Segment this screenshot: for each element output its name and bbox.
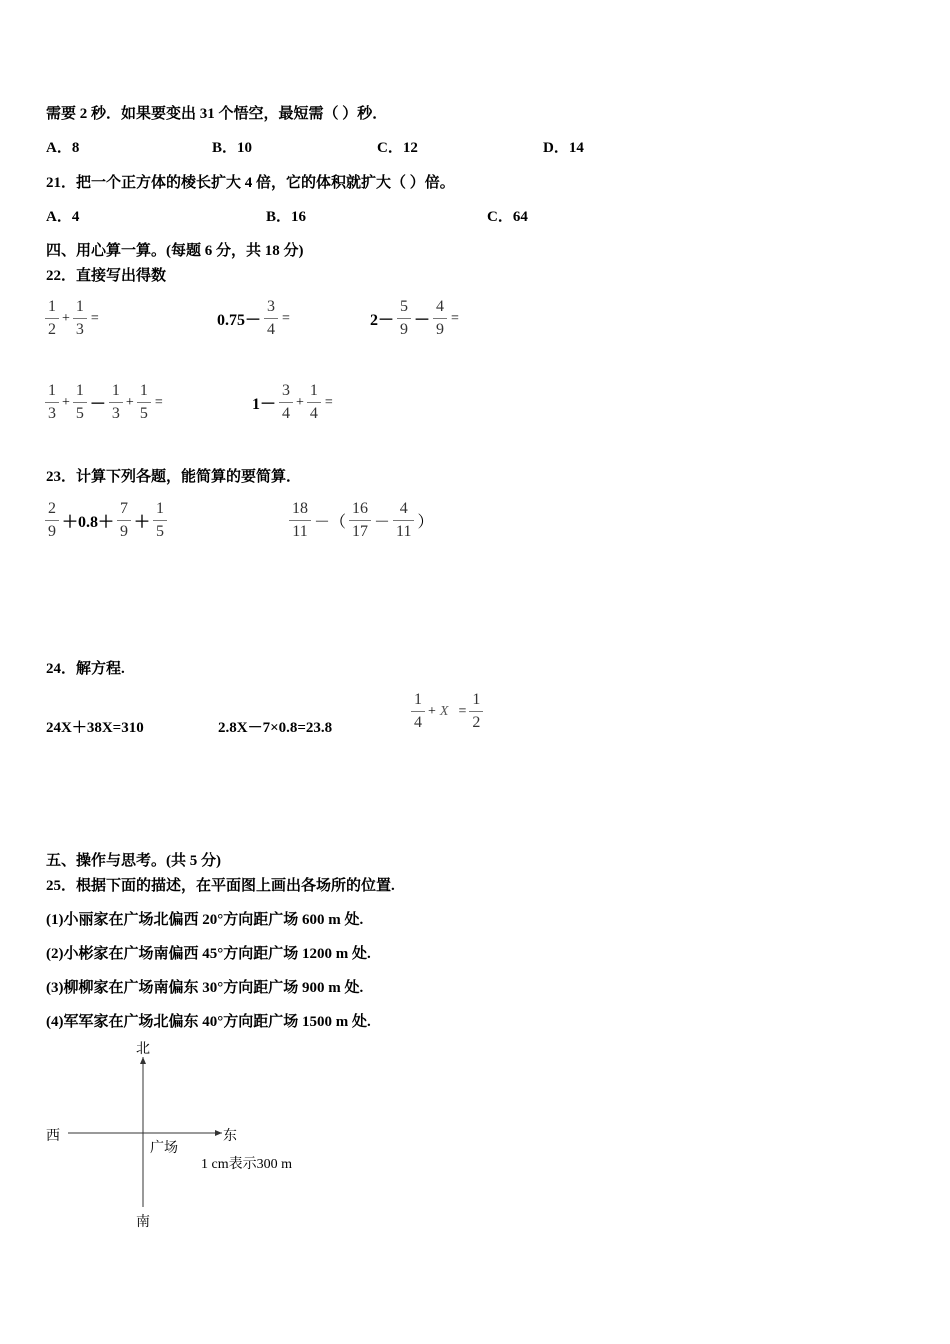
q21-option-b[interactable]: B．16 <box>266 209 307 225</box>
fraction: $\frac{18}{11}$ <box>289 498 311 543</box>
q25-item-2: (2)小彬家在广场南偏西 45°方向距广场 1200 m 处. <box>46 946 371 962</box>
q21-stem: 21．把一个正方体的棱长扩大 4 倍，它的体积就扩大（ ）倍。 <box>46 175 455 191</box>
q23-expr-1: $\frac{2}{9}$ ＋0.8＋ $\frac{7}{9}$ ＋ $\frac{1}{5}$ <box>44 498 168 543</box>
q22-expr-4: $\frac{1}{3}$ + $\frac{1}{5}$ － $\frac{1}{3}$ + $\frac{1}{5}$ = <box>44 380 163 425</box>
north-label: 北 <box>136 1042 150 1057</box>
fraction: $\frac{3}{4}$ <box>279 380 293 425</box>
south-label: 南 <box>136 1215 150 1230</box>
q25-item-3: (3)柳柳家在广场南偏东 30°方向距广场 900 m 处. <box>46 980 364 996</box>
variable-x: X <box>439 703 449 719</box>
west-label: 西 <box>46 1129 60 1144</box>
fraction: $\frac{1}{5}$ <box>137 380 151 425</box>
q25-stem: 25．根据下面的描述，在平面图上画出各场所的位置. <box>46 878 395 894</box>
q22-expr-2: 0.75－ $\frac{3}{4}$ = <box>215 296 290 341</box>
q20-option-d[interactable]: D．14 <box>543 140 584 156</box>
q25-item-1: (1)小丽家在广场北偏西 20°方向距广场 600 m 处. <box>46 912 364 928</box>
q21-option-a[interactable]: A．4 <box>46 209 80 225</box>
fraction: $\frac{1}{4}$ <box>307 380 321 425</box>
q22-expr-5: 1－ $\frac{3}{4}$ + $\frac{1}{4}$ = <box>250 380 333 425</box>
fraction: $\frac{7}{9}$ <box>117 498 131 543</box>
fraction: $\frac{1}{4}$ <box>411 689 425 734</box>
fraction: $\frac{1}{5}$ <box>73 380 87 425</box>
fraction: $\frac{2}{9}$ <box>45 498 59 543</box>
fraction: $\frac{5}{9}$ <box>397 296 411 341</box>
fraction: $\frac{1}{2}$ <box>469 689 483 734</box>
east-label: 东 <box>223 1129 237 1144</box>
square-center-label: 广场 <box>150 1141 178 1156</box>
fraction: $\frac{16}{17}$ <box>349 498 371 543</box>
section-5-title: 五、操作与思考。(共 5 分) <box>46 853 221 869</box>
q22-expr-3: 2－ $\frac{5}{9}$ － $\frac{4}{9}$ = <box>368 296 459 341</box>
compass-diagram <box>40 1045 300 1225</box>
q22-stem: 22．直接写出得数 <box>46 268 167 284</box>
q23-stem: 23．计算下列各题，能简算的要简算． <box>46 469 302 485</box>
fraction: $\frac{1}{5}$ <box>153 498 167 543</box>
q24-equation-1: 24X＋38X=310 <box>46 720 144 736</box>
q24-equation-3: $\frac{1}{4}$ + X = $\frac{1}{2}$ <box>410 689 484 734</box>
scale-label: 1 cm表示300 m <box>201 1157 292 1172</box>
q23-expr-2: $\frac{18}{11}$ －（ $\frac{16}{17}$ － $\frac{4}{11}$ ） <box>288 498 435 543</box>
q25-item-4: (4)军军家在广场北偏东 40°方向距广场 1500 m 处. <box>46 1014 371 1030</box>
fraction: $\frac{3}{4}$ <box>264 296 278 341</box>
fraction: $\frac{4}{9}$ <box>433 296 447 341</box>
fraction: $\frac{1}{3}$ <box>73 296 87 341</box>
q24-equation-2: 2.8X－7×0.8=23.8 <box>218 720 333 736</box>
section-4-title: 四、用心算一算。(每题 6 分，共 18 分) <box>46 243 304 259</box>
fraction: $\frac{1}{3}$ <box>109 380 123 425</box>
q22-expr-1: $\frac{1}{2}$ + $\frac{1}{3}$ = <box>44 296 99 341</box>
q20-option-c[interactable]: C．12 <box>377 140 418 156</box>
q20-option-b[interactable]: B．10 <box>212 140 253 156</box>
fraction: $\frac{1}{3}$ <box>45 380 59 425</box>
q20-stem-tail: 需要 2 秒．如果要变出 31 个悟空，最短需（ ）秒． <box>46 106 388 122</box>
fraction: $\frac{1}{2}$ <box>45 296 59 341</box>
q24-stem: 24．解方程. <box>46 661 125 677</box>
fraction: $\frac{4}{11}$ <box>393 498 414 543</box>
q20-option-a[interactable]: A．8 <box>46 140 80 156</box>
q21-option-c[interactable]: C．64 <box>487 209 528 225</box>
